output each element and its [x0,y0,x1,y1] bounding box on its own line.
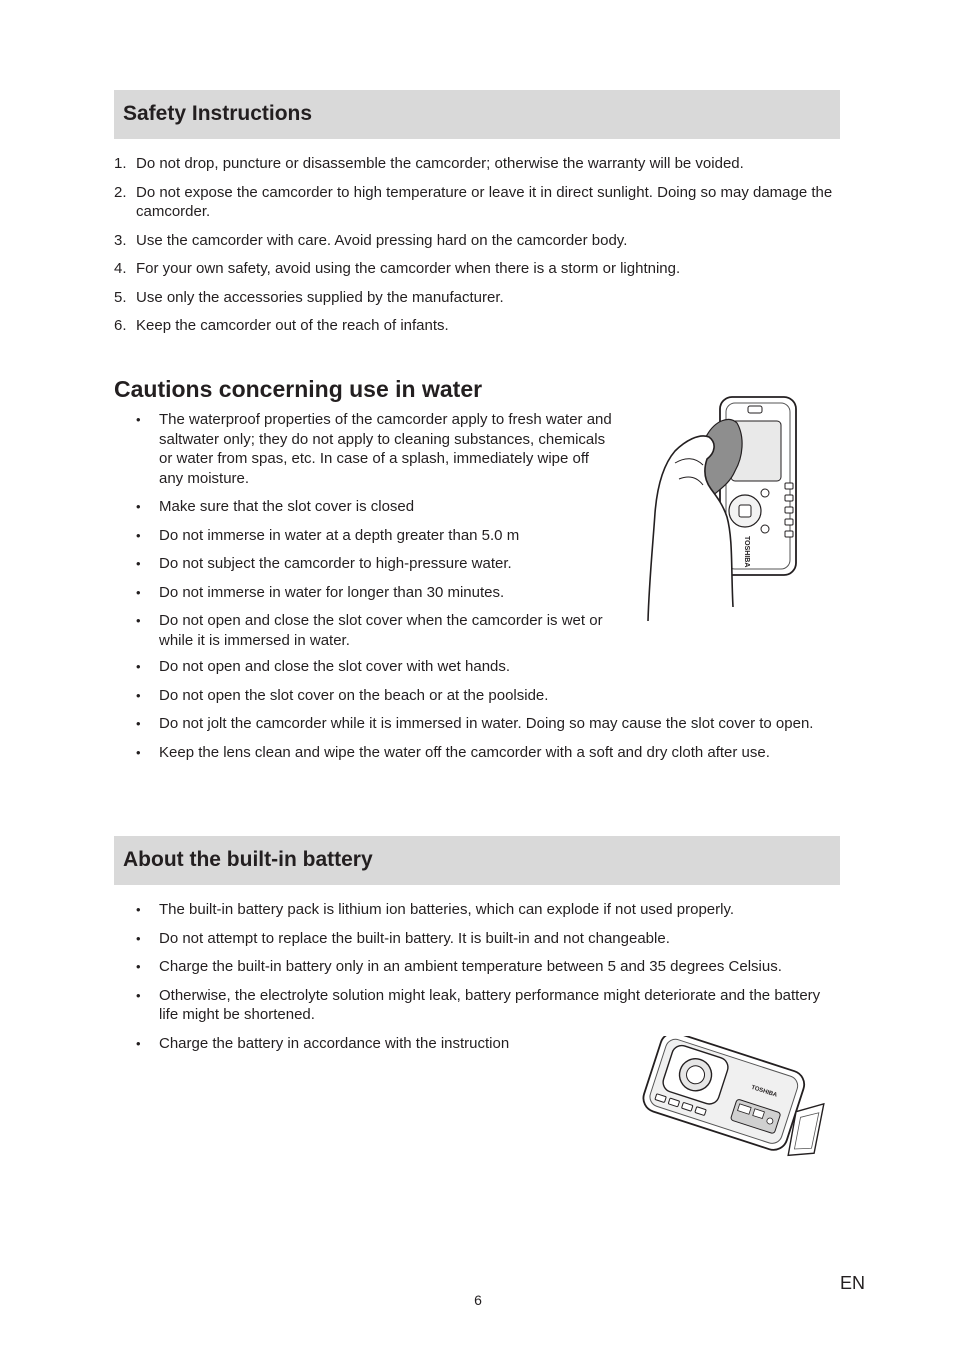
safety-list [114,154,834,345]
battery-item: • Charge the battery in accordance with the instruction [136,1034,510,1052]
battery-item: • Charge the built-in battery only in an ambient temperature between 5 and 35 degrees Celsius. [136,958,782,975]
battery-item: • Otherwise, the electrolyte solution might leak, battery performance might deteriorate and the battery life might be shortened. [136,986,821,1023]
water-item: • The waterproof properties of the camcorder apply to fresh water and saltwater only; they do not apply to cleaning substances, chemicals or water from spas, etc. In case of a splash, immediately wipe off any moisture. [136,411,612,487]
safety-item: 5. Use only the accessories supplied by the manufacturer. [114,288,504,306]
water-item: • Do not jolt the camcorder while it is immersed in water. Doing so may cause the slot cover to open. [136,715,814,732]
water-item: • Keep the lens clean and wipe the water off the camcorder with a soft and dry cloth after use. [136,743,770,761]
water-item: • Do not subject the camcorder to high-pressure water. [136,555,512,572]
water-list-narrow [136,410,616,659]
water-list-wide [136,657,836,771]
water-item: • Do not open and close the slot cover with wet hands. [136,658,511,675]
safety-item: 4. For your own safety, avoid using the camcorder when there is a storm or lightning. [114,260,681,277]
wipe-illustration-brand: TOSHIBA [743,536,750,568]
battery-item: • Do not attempt to replace the built-in battery. It is built-in and not changeable. [136,929,670,947]
safety-item: 3. Use the camcorder with care. Avoid pressing hard on the camcorder body. [114,231,628,249]
water-item: • Do not immerse in water at a depth greater than 5.0 m [136,526,520,544]
page-number: 6 [474,1292,482,1308]
water-item: • Make sure that the slot cover is closed [136,498,415,515]
safety-item: 1. Do not drop, puncture or disassemble the camcorder; otherwise the warranty will be voided. [114,155,744,172]
water-item: • Do not open and close the slot cover when the camcorder is wet or while it is immersed in water. [136,612,603,649]
safety-item: 6. Keep the camcorder out of the reach of infants. [114,317,449,334]
safety-item: 2. Do not expose the camcorder to high temperature or leave it in direct sunlight. Doing so may damage the camcorder. [114,183,833,220]
camcorder-wiping-illustration [645,393,805,623]
safety-section-header [114,90,840,139]
water-title: Cautions concerning use in water [114,376,483,402]
camcorder-slot-cover-illustration [636,1036,832,1168]
water-item: • Do not immerse in water for longer than 30 minutes. [136,583,505,601]
battery-title: About the built-in battery [123,848,373,871]
language-tag: EN [840,1273,866,1293]
safety-title: Safety Instructions [123,102,313,125]
battery-item: • The built-in battery pack is lithium ion batteries, which can explode if not used properly. [136,901,735,918]
battery-section-header [114,836,840,885]
open-illustration-brand: TOSHIBA [750,1084,778,1099]
water-item: • Do not open the slot cover on the beach or at the poolside. [136,686,549,704]
